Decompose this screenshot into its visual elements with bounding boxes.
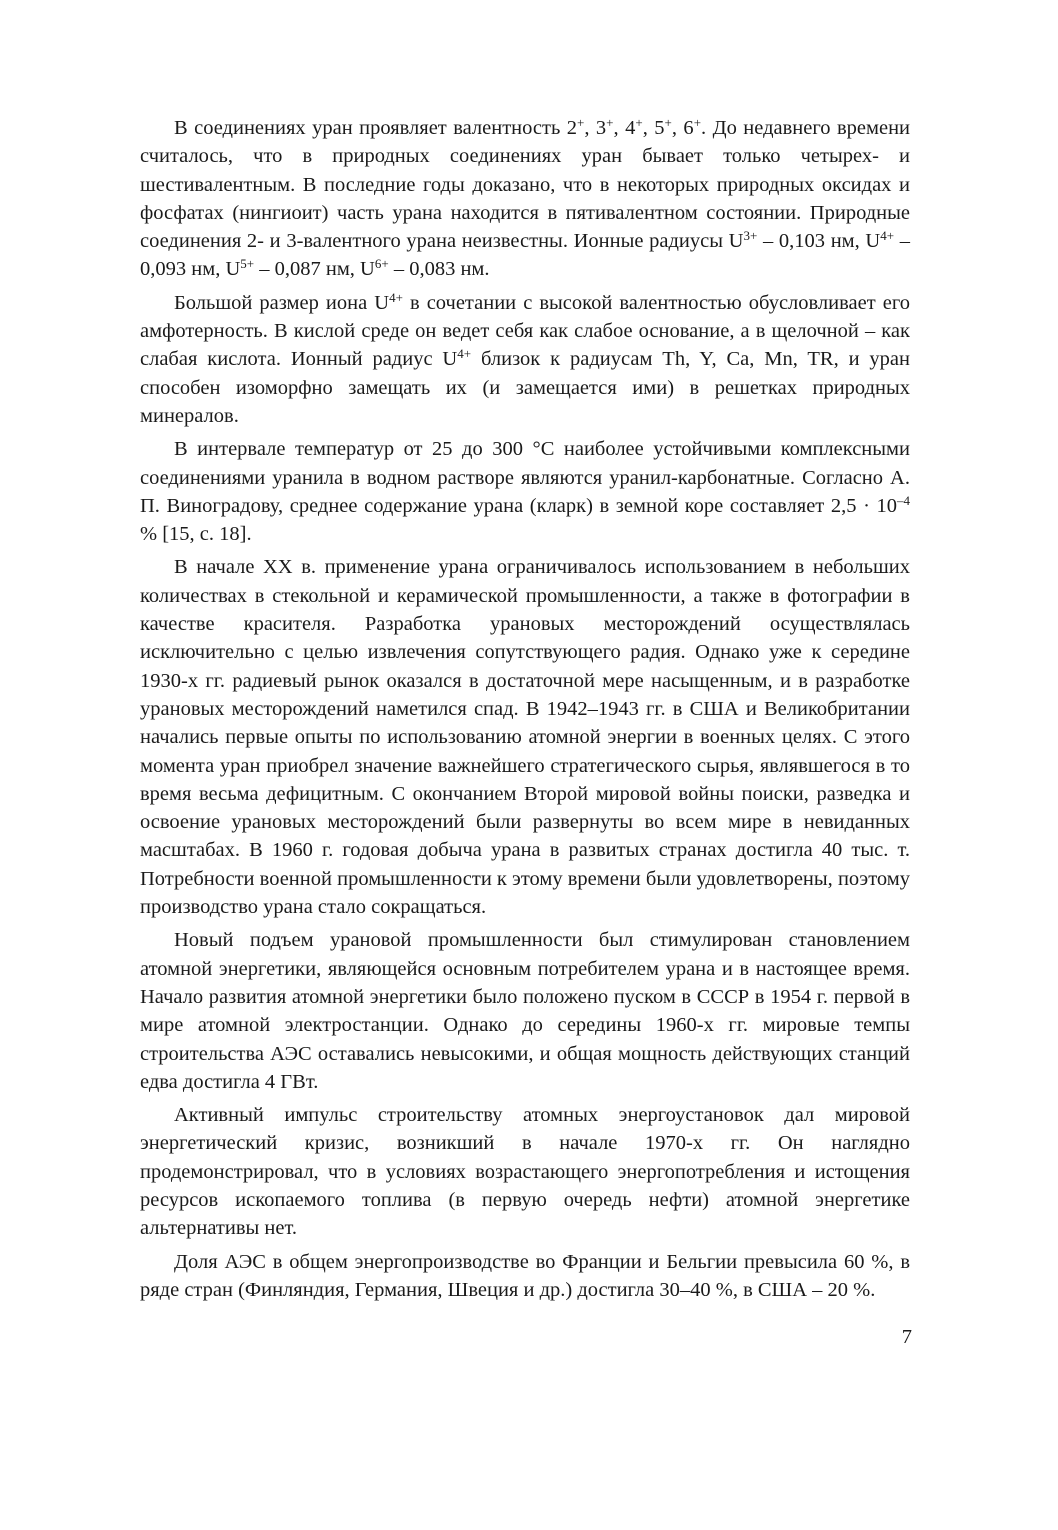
superscript <box>375 258 389 280</box>
paragraph-text: близок к радиусам Th, Y, Ca, Mn, TR, и уран способен изоморфно замещать их (и замещается ими) в решетках природных минералов. <box>140 348 910 427</box>
superscript-text: 5+ <box>240 256 255 272</box>
superscript-text: + <box>664 115 672 130</box>
paragraph-text: , 6 <box>671 117 694 139</box>
superscript-text: + <box>577 115 585 130</box>
paragraph-1 <box>140 114 910 284</box>
paragraph-text: – 0,103 нм, U <box>757 230 881 253</box>
paragraph-text: , 4 <box>613 117 636 139</box>
superscript-text: + <box>693 115 702 130</box>
paragraph-text: – 0,087 нм, U <box>254 258 375 281</box>
paragraph-text: , 3 <box>584 117 607 139</box>
superscript-text: 4+ <box>457 346 472 362</box>
superscript-text: + <box>635 115 643 130</box>
superscript-text: 4+ <box>880 228 895 244</box>
paragraph-text: , 5 <box>642 117 665 139</box>
paragraph-text: в сочетании с высокой валентностью обусловливает его амфотерность. В кислой среде он ведет себя как слабое основание, а в щелочной – как слабая кислота. Ионный радиус U <box>140 291 910 371</box>
superscript <box>694 117 701 139</box>
superscript <box>665 117 672 139</box>
paragraph-3 <box>140 435 910 548</box>
superscript <box>457 348 471 370</box>
paragraph-text: Большой размер иона U <box>174 291 390 314</box>
paragraph-5 <box>140 926 910 1096</box>
paragraph-text: % [15, с. 18]. <box>140 523 252 546</box>
superscript <box>606 117 613 139</box>
paragraph-text: Доля АЭС в общем энергопроизводстве во Франции и Бельгии превысила 60 %, в ряде стран (Финляндия, Германия, Швеция и др.) достигла 30–40 %, в США – 20 %. <box>140 1250 910 1301</box>
paragraph-7 <box>140 1248 910 1305</box>
paragraph-text: . До недавнего времени считалось, что в природных соединениях уран бывает только четырех- и шестивалентным. В последние годы доказано, что в некоторых природных оксидах и фосфатах (нингиоит) часть урана находится в пятивалентном состоянии. Природные соединения 2- и 3-валентного урана неизвестны. Ионные радиусы U <box>140 117 911 253</box>
superscript-text: 6+ <box>374 256 389 272</box>
paragraph-text: В интервале температур от 25 до 300 °C наиболее устойчивыми комплексными соединениями уранила в водном растворе являются уранил-карбонатные. Согласно А. П. Виноградову, среднее содержание урана (кларк) в земной коре составляет 2,5 · 10 <box>140 438 910 517</box>
paragraph-6 <box>140 1101 910 1242</box>
superscript <box>240 258 254 280</box>
paragraph-text: Новый подъем урановой промышленности был стимулирован становлением атомной энергетики, являющейся основным потребителем урана и в настоящее время. Начало развития атомной энергетики было положено пуском в СССР в 1954 г. первой в мире атомной электростанции. Однако до середины 1960-х гг. мировые темпы строительства АЭС оставались невысокими, и общая мощность действующих станций едва достигла 4 ГВт. <box>140 929 910 1093</box>
paragraph-text: – 0,093 нм, U <box>140 230 911 281</box>
paragraph-text: Активный импульс строительству атомных энергоустановок дал мировой энергетический кризис, возникший в начале 1970-х гг. Он наглядно продемонстрировал, что в условиях возрастающего энергопотребления и истощения ресурсов ископаемого топлива (в первую очередь нефти) атомной энергетике альтернативы нет. <box>140 1104 910 1240</box>
superscript <box>897 492 910 517</box>
paragraph-text: – 0,083 нм. <box>388 258 490 281</box>
superscript <box>743 230 757 252</box>
superscript <box>880 230 894 252</box>
paragraph-4 <box>140 553 910 921</box>
paragraph-text: В соединениях уран проявляет валентность 2 <box>174 117 577 139</box>
superscript <box>389 289 403 314</box>
superscript-text: –4 <box>897 492 910 508</box>
page-body <box>140 114 910 1309</box>
paragraph-text: В начале XX в. применение урана ограничивалось использованием в небольших количествах в стекольной и керамической промышленности, а также в фотографии в качестве красителя. Разработка урановых месторождений осуществлялась исключительно с целью извлечения сопутствующего радия. Однако уже к середине 1930-х гг. радиевый рынок оказался в достаточной мере насыщенным, и в разработке урановых месторождений наметился спад. В 1942–1943 гг. в США и Великобритании начались первые опыты по использованию атомной энергии в военных целях. С этого момента уран приобрел значение важнейшего стратегического сырья, являвшегося в то время весьма дефицитным. С окончанием Второй мировой войны поиски, разведка и освоение урановых месторождений были развернуты во всем мире в невиданных масштабах. В 1960 г. годовая добыча урана в развитых странах достигла 40 тыс. т. Потребности военной промышленности к этому времени были удовлетворены, поэтому производство урана стало сокращаться. <box>140 556 910 919</box>
paragraph-2 <box>140 289 910 430</box>
superscript-text: 4+ <box>389 289 403 305</box>
superscript-text: 3+ <box>743 228 758 244</box>
page-number: 7 <box>901 1326 912 1348</box>
superscript-text: + <box>606 115 614 130</box>
superscript <box>635 117 642 139</box>
